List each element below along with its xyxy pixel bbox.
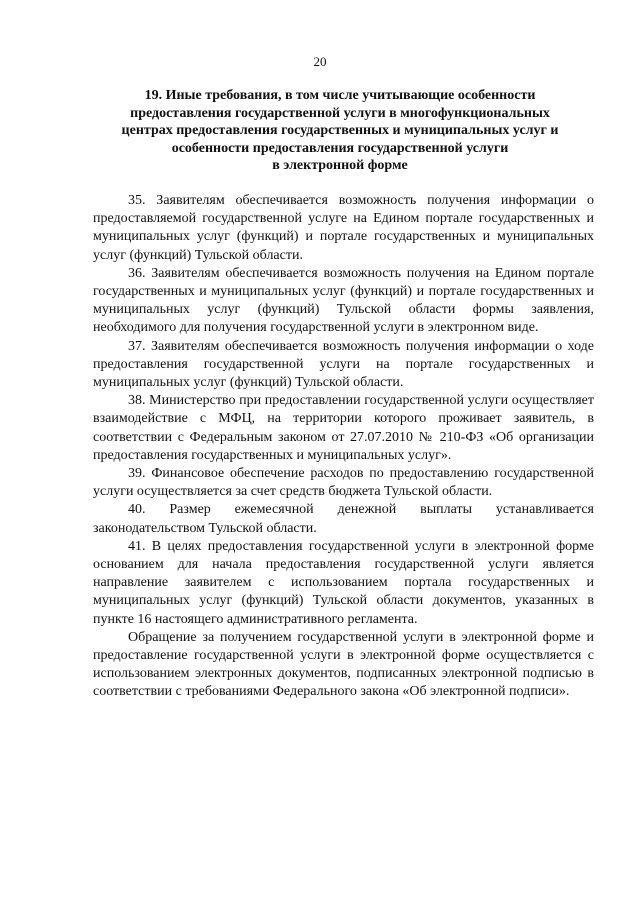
- section-heading-line: предоставления государственной услуги в многофункциональных: [130, 105, 550, 121]
- paragraph-38: 38. Министерство при предоставлении государственной услуги осуществляет взаимодействие с МФЦ, на территории которого проживает заявитель, в соответствии с Федеральным законом от 27.07.2010 № 210-ФЗ «Об организации предоставления государственных и муниципальных услуг».: [93, 393, 594, 463]
- paragraph-35: 35. Заявителям обеспечивается возможность получения информации о предоставляемой государственной услуге на Едином портале государственных и муниципальных услуг (функций) и портале государственных и муниципальных услуг (функций) Тульской области.: [93, 193, 594, 263]
- section-heading-line: 19. Иные требования, в том числе учитывающие особенности: [144, 88, 536, 103]
- paragraph-electronic-request: Обращение за получением государственной услуги в электронной форме и предоставление государственной услуги в электронной форме осуществляется с использованием электронных документов, подписанных электронной подписью в соответствии с требованиями Федерального закона «Об электронной подписи».: [93, 629, 594, 700]
- section-heading-line: центрах предоставления государственных и муниципальных услуг и: [121, 123, 559, 139]
- paragraph-36: 36. Заявителям обеспечивается возможность получения на Едином портале государственных и муниципальных услуг (функций) и портале государственных и муниципальных услуг (функций) Тульской области формы заявления, необходимого для получения государственной услуги в электронном виде.: [93, 265, 594, 336]
- document-body: [93, 192, 594, 702]
- page-number: 20: [313, 54, 327, 69]
- paragraph-40: 40. Размер ежемесячной денежной выплаты устанавливается законодательством Тульской области.: [93, 502, 594, 536]
- paragraph-41: 41. В целях предоставления государственной услуги в электронной форме основанием для начала предоставления государственной услуги является направление заявителем с использованием портала государственных и муниципальных услуг (функций) Тульской области документов, указанных в пункте 16 настоящего административного регламента.: [93, 538, 594, 627]
- section-heading-line: в электронной форме: [272, 158, 408, 174]
- paragraph-39: 39. Финансовое обеспечение расходов по предоставлению государственной услуги осуществляется за счет средств бюджета Тульской области.: [93, 466, 594, 500]
- section-heading-line: особенности предоставления государственной услуги: [171, 140, 509, 156]
- section-heading: [80, 87, 600, 175]
- paragraph-37: 37. Заявителям обеспечивается возможность получения информации о ходе предоставления государственной услуги на портале государственных и муниципальных услуг (функций) Тульской области.: [93, 338, 594, 391]
